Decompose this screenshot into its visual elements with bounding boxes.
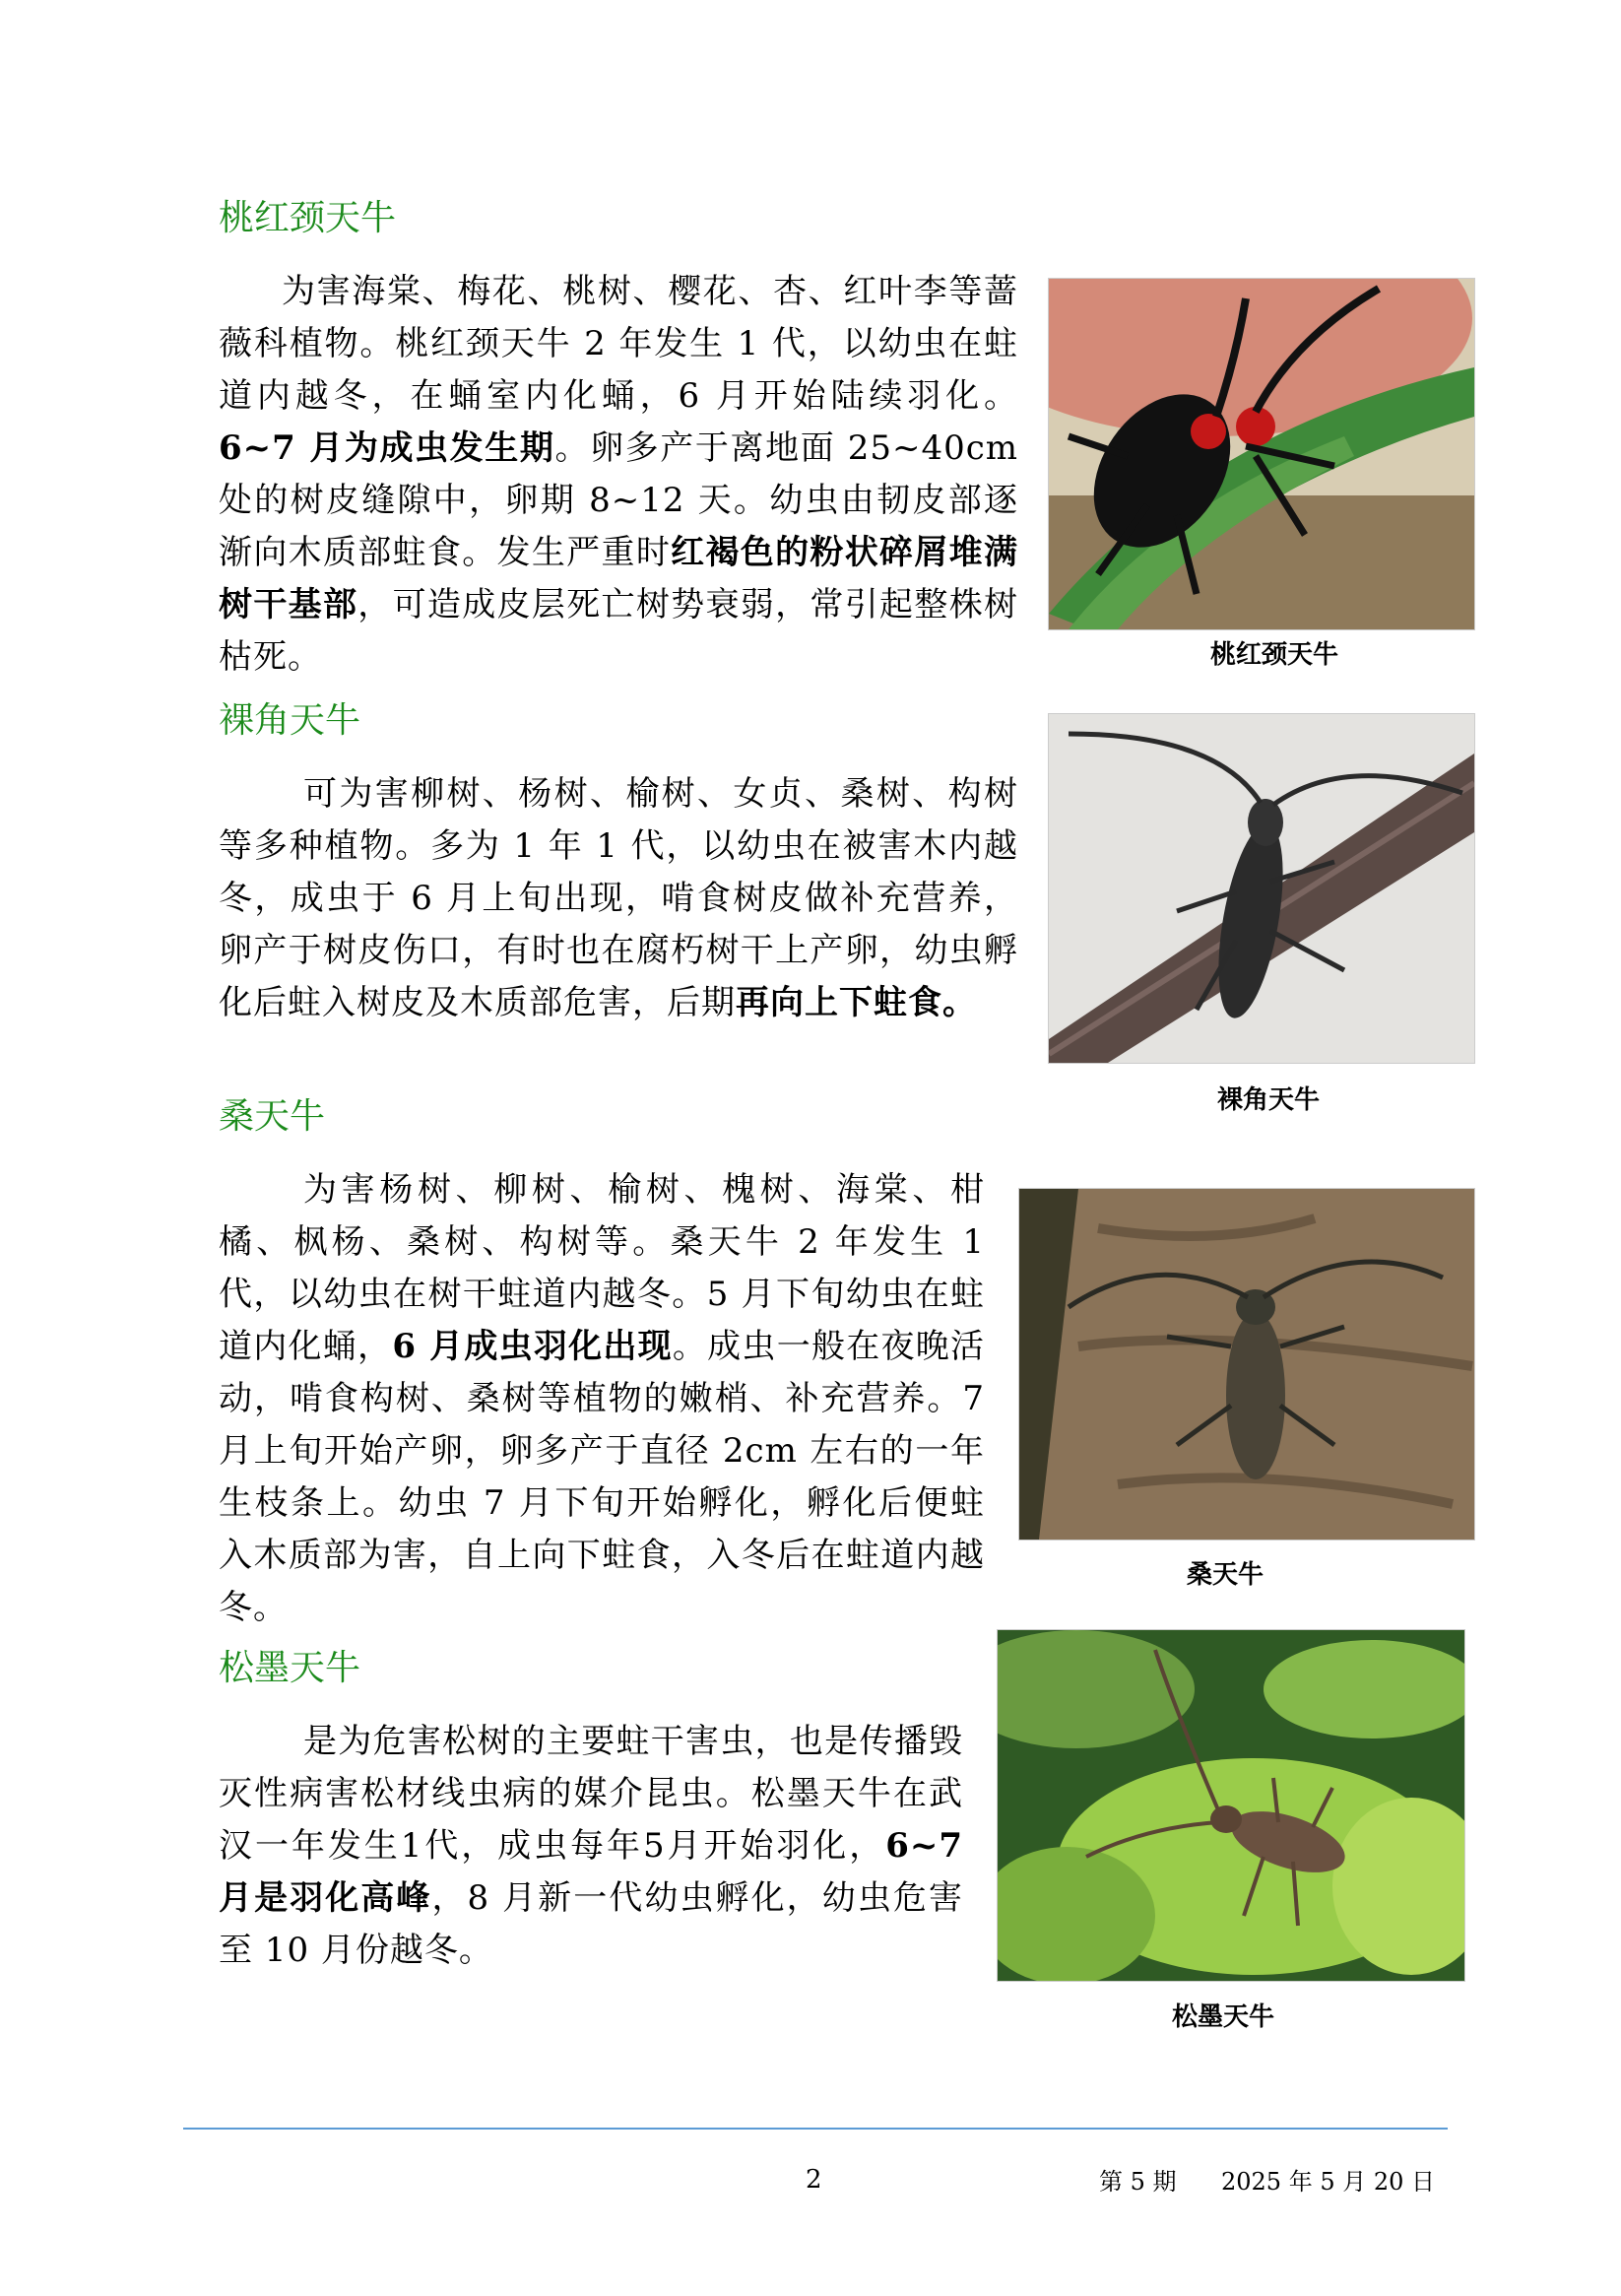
issue-number: 第 5 期 [1099, 2168, 1177, 2196]
section-title-sang: 桑天牛 [219, 1096, 326, 1137]
caption-songmo: 松墨天牛 [1171, 2002, 1274, 2032]
photo-sang [1018, 1188, 1475, 1541]
section-title-luojiao: 裸角天牛 [219, 700, 361, 741]
section-title-songmo: 松墨天牛 [219, 1648, 361, 1688]
beetle-bare-horn-illustration [1049, 714, 1474, 1063]
beetle-mulberry-illustration [1019, 1189, 1474, 1540]
section-title-taohongjing: 桃红颈天牛 [219, 198, 397, 238]
photo-luojiao [1048, 713, 1475, 1064]
footer-rule [183, 2128, 1448, 2130]
section-body-taohongjing: 为害海棠、梅花、桃树、樱花、杏、红叶李等蔷薇科植物。桃红颈天牛 2 年发生 1 代，以幼虫在蛀道内越冬，在蛹室内化蛹，6 月开始陆续羽化。6~7 月为成虫发生期。卵多产于离地面 25~40cm 处的树皮缝隙中，卵期 8~12 天。幼虫由韧皮部逐渐向木质部蛀食。发生严重时红褐色的粉状碎屑堆满树干基部，可造成皮层死亡树势衰弱，常引起整株树枯死。 [219, 272, 1019, 677]
caption-taohongjing: 桃红颈天牛 [1209, 640, 1338, 670]
page-number: 2 [806, 2165, 822, 2195]
photo-taohongjing [1048, 278, 1475, 630]
photo-songmo [997, 1629, 1465, 1982]
section-body-sang: 为害杨树、柳树、榆树、槐树、海棠、柑橘、枫杨、桑树、构树等。桑天牛 2 年发生 1 代，以幼虫在树干蛀道内越冬。5 月下旬幼虫在蛀道内化蛹，6 月成虫羽化出现。成虫一般在夜晚活动，啃食构树、桑树等植物的嫩梢、补充营养。7 月上旬开始产卵，卵多产于直径 2cm 左右的一年生枝条上。幼虫 7 月下旬开始孵化，孵化后便蛀入木质部为害，自上向下蛀食，入冬后在蛀道内越冬。 [219, 1170, 986, 1627]
section-body-songmo: 是为危害松树的主要蛀干害虫，也是传播毁灭性病害松材线虫病的媒介昆虫。松墨天牛在武汉一年发生1代，成虫每年5月开始羽化，6~7 月是羽化高峰，8 月新一代幼虫孵化，幼虫危害至 10 月份越冬。 [219, 1722, 963, 1970]
caption-luojiao: 裸角天牛 [1216, 1085, 1320, 1115]
beetle-pine-sawyer-illustration [998, 1630, 1464, 1981]
caption-sang: 桑天牛 [1186, 1560, 1264, 1590]
section-body-luojiao: 可为害柳树、杨树、榆树、女贞、桑树、构树等多种植物。多为 1 年 1 代，以幼虫在被害木内越冬，成虫于 6 月上旬出现，啃食树皮做补充营养，卵产于树皮伤口，有时也在腐朽树干上产卵，幼虫孵化后蛀入树皮及木质部危害，后期再向上下蛀食。 [219, 774, 1018, 1022]
beetle-red-neck-illustration [1049, 279, 1474, 629]
issue-date: 2025 年 5 月 20 日 [1221, 2168, 1436, 2196]
